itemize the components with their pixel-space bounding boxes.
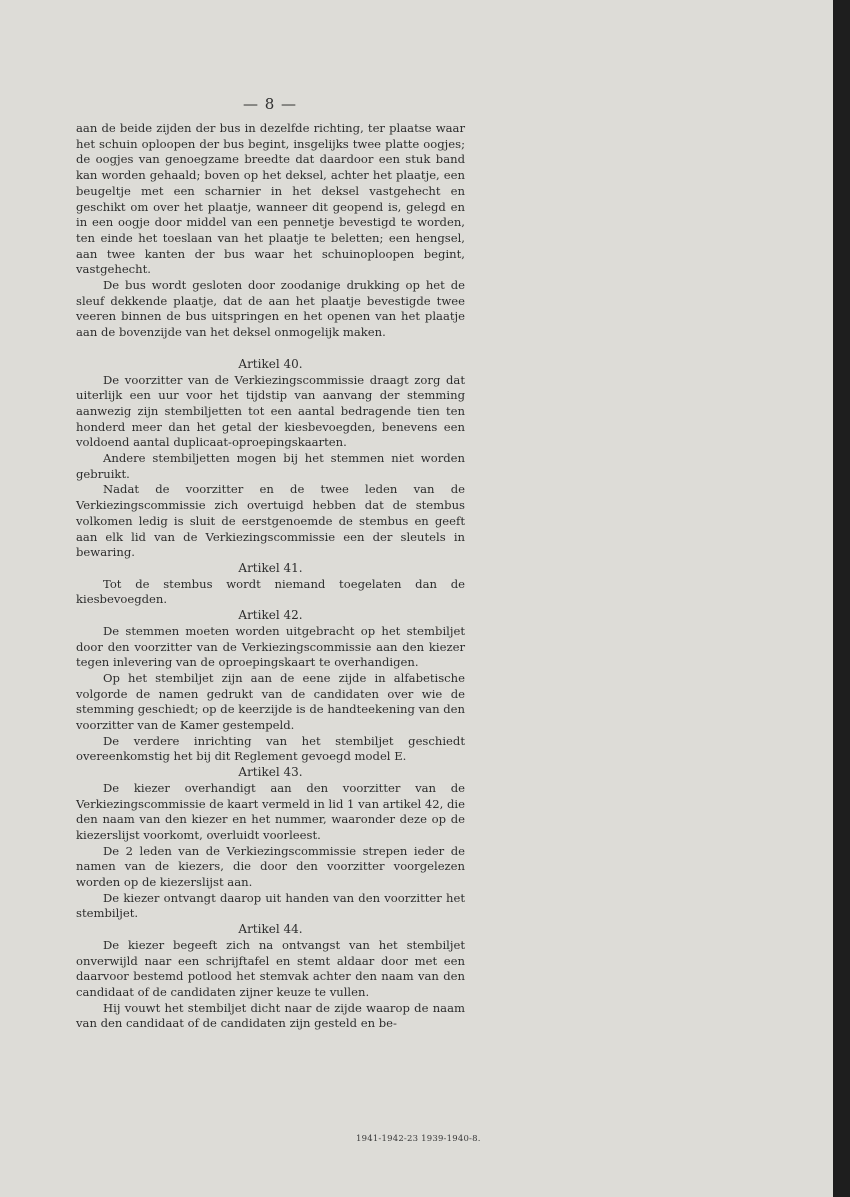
document-body	[76, 121, 465, 1032]
page-number: — 8 —	[242, 95, 298, 113]
article-paragraph: De voorzitter van de Verkiezingscommissie draagt zorg dat uiterlijk een uur voor het tijdstip van aanvang der stemming aanwezig zijn stembiljetten tot een aantal bedragende tien ten honderd meer dan het getal der kiesbevoegden, benevens een voldoend aantal duplicaat-oproepingskaarten.	[76, 372, 465, 450]
article-heading: Artikel 44.	[238, 922, 303, 937]
article-40	[76, 357, 465, 561]
article-paragraph: De kiezer overhandigt aan den voorzitter van de Verkiezingscommissie de kaart vermeld in lid 1 van artikel 42, die den naam van den kiezer en het nummer, waaronder deze op de kiezerslijst voorkomt, overluidt voorleest.	[76, 780, 465, 842]
article-44	[76, 922, 465, 1032]
article-42	[76, 608, 465, 765]
article-paragraph: Tot de stembus wordt niemand toegelaten dan de kiesbevoegden.	[76, 576, 465, 607]
article-paragraph: De verdere inrichting van het stembiljet geschiedt overeenkomstig het bij dit Reglement gevoegd model E.	[76, 733, 465, 764]
article-41	[76, 561, 465, 608]
article-paragraph: De kiezer begeeft zich na ontvangst van het stembiljet onverwijld naar een schrijftafel en stemt aldaar door met een daarvoor bestemd potlood het stemvak achter den naam van den candidaat of de candidaten zijner keuze te vullen.	[76, 937, 465, 999]
intro-paragraph-1: aan de beide zijden der bus in dezelfde richting, ter plaatse waar het schuin oploopen der bus begint, insgelijks twee platte oogjes; de oogjes van genoegzame breedte dat daardoor een stuk band kan worden gehaald; boven op het deksel, achter het plaatje, een beugeltje met een scharnier in het deksel vastgehecht en geschikt om over het plaatje, wanneer dit geopend is, gelegd en in een oogje door middel van een pennetje bevestigd te worden, ten einde het toeslaan van het plaatje te beletten; een hengsel, aan twee kanten der bus waar het schuinoploopen begint, vastgehecht.	[76, 121, 465, 277]
article-paragraph: De stemmen moeten worden uitgebracht op het stembiljet door den voorzitter van de Verkiezingscommissie aan den kiezer tegen inlevering van de oproepingskaart te overhandigen.	[76, 623, 465, 670]
article-heading: Artikel 42.	[238, 608, 303, 623]
print-reference: 1941-1942-23 1939-1940-8.	[356, 1134, 481, 1144]
scan-background-edge	[833, 0, 850, 1197]
article-paragraph: De kiezer ontvangt daarop uit handen van den voorzitter het stembiljet.	[76, 890, 465, 921]
article-heading: Artikel 40.	[238, 356, 303, 371]
article-paragraph: Hij vouwt het stembiljet dicht naar de zijde waarop de naam van den candidaat of de candidaten zijn gesteld en be-	[76, 1000, 465, 1031]
article-43	[76, 765, 465, 922]
article-paragraph: Andere stembiljetten mogen bij het stemmen niet worden gebruikt.	[76, 451, 465, 481]
intro-paragraph-2: De bus wordt gesloten door zoodanige drukking op het de sleuf dekkende plaatje, dat de aan het plaatje bevestigde twee veeren binnen de bus uitspringen en het openen van het plaatje aan de bovenzijde van het deksel onmogelijk maken.	[76, 278, 465, 340]
article-paragraph: De 2 leden van de Verkiezingscommissie strepen ieder de namen van de kiezers, die door den voorzitter voorgelezen worden op de kiezerslijst aan.	[76, 843, 465, 890]
article-heading: Artikel 43.	[238, 765, 303, 780]
article-paragraph: Op het stembiljet zijn aan de eene zijde in alfabetische volgorde de namen gedrukt van de candidaten over wie de stemming geschiedt; op de keerzijde is de handteekening van den voorzitter van de Kamer gestempeld.	[76, 670, 465, 733]
article-heading: Artikel 41.	[238, 560, 303, 575]
article-paragraph: Nadat de voorzitter en de twee leden van de Verkiezingscommissie zich overtuigd hebben dat de stembus volkomen ledig is sluit de eerstgenoemde de stembus en geeft aan elk lid van de Verkiezingscommissie een der sleutels in bewaring.	[76, 482, 465, 560]
